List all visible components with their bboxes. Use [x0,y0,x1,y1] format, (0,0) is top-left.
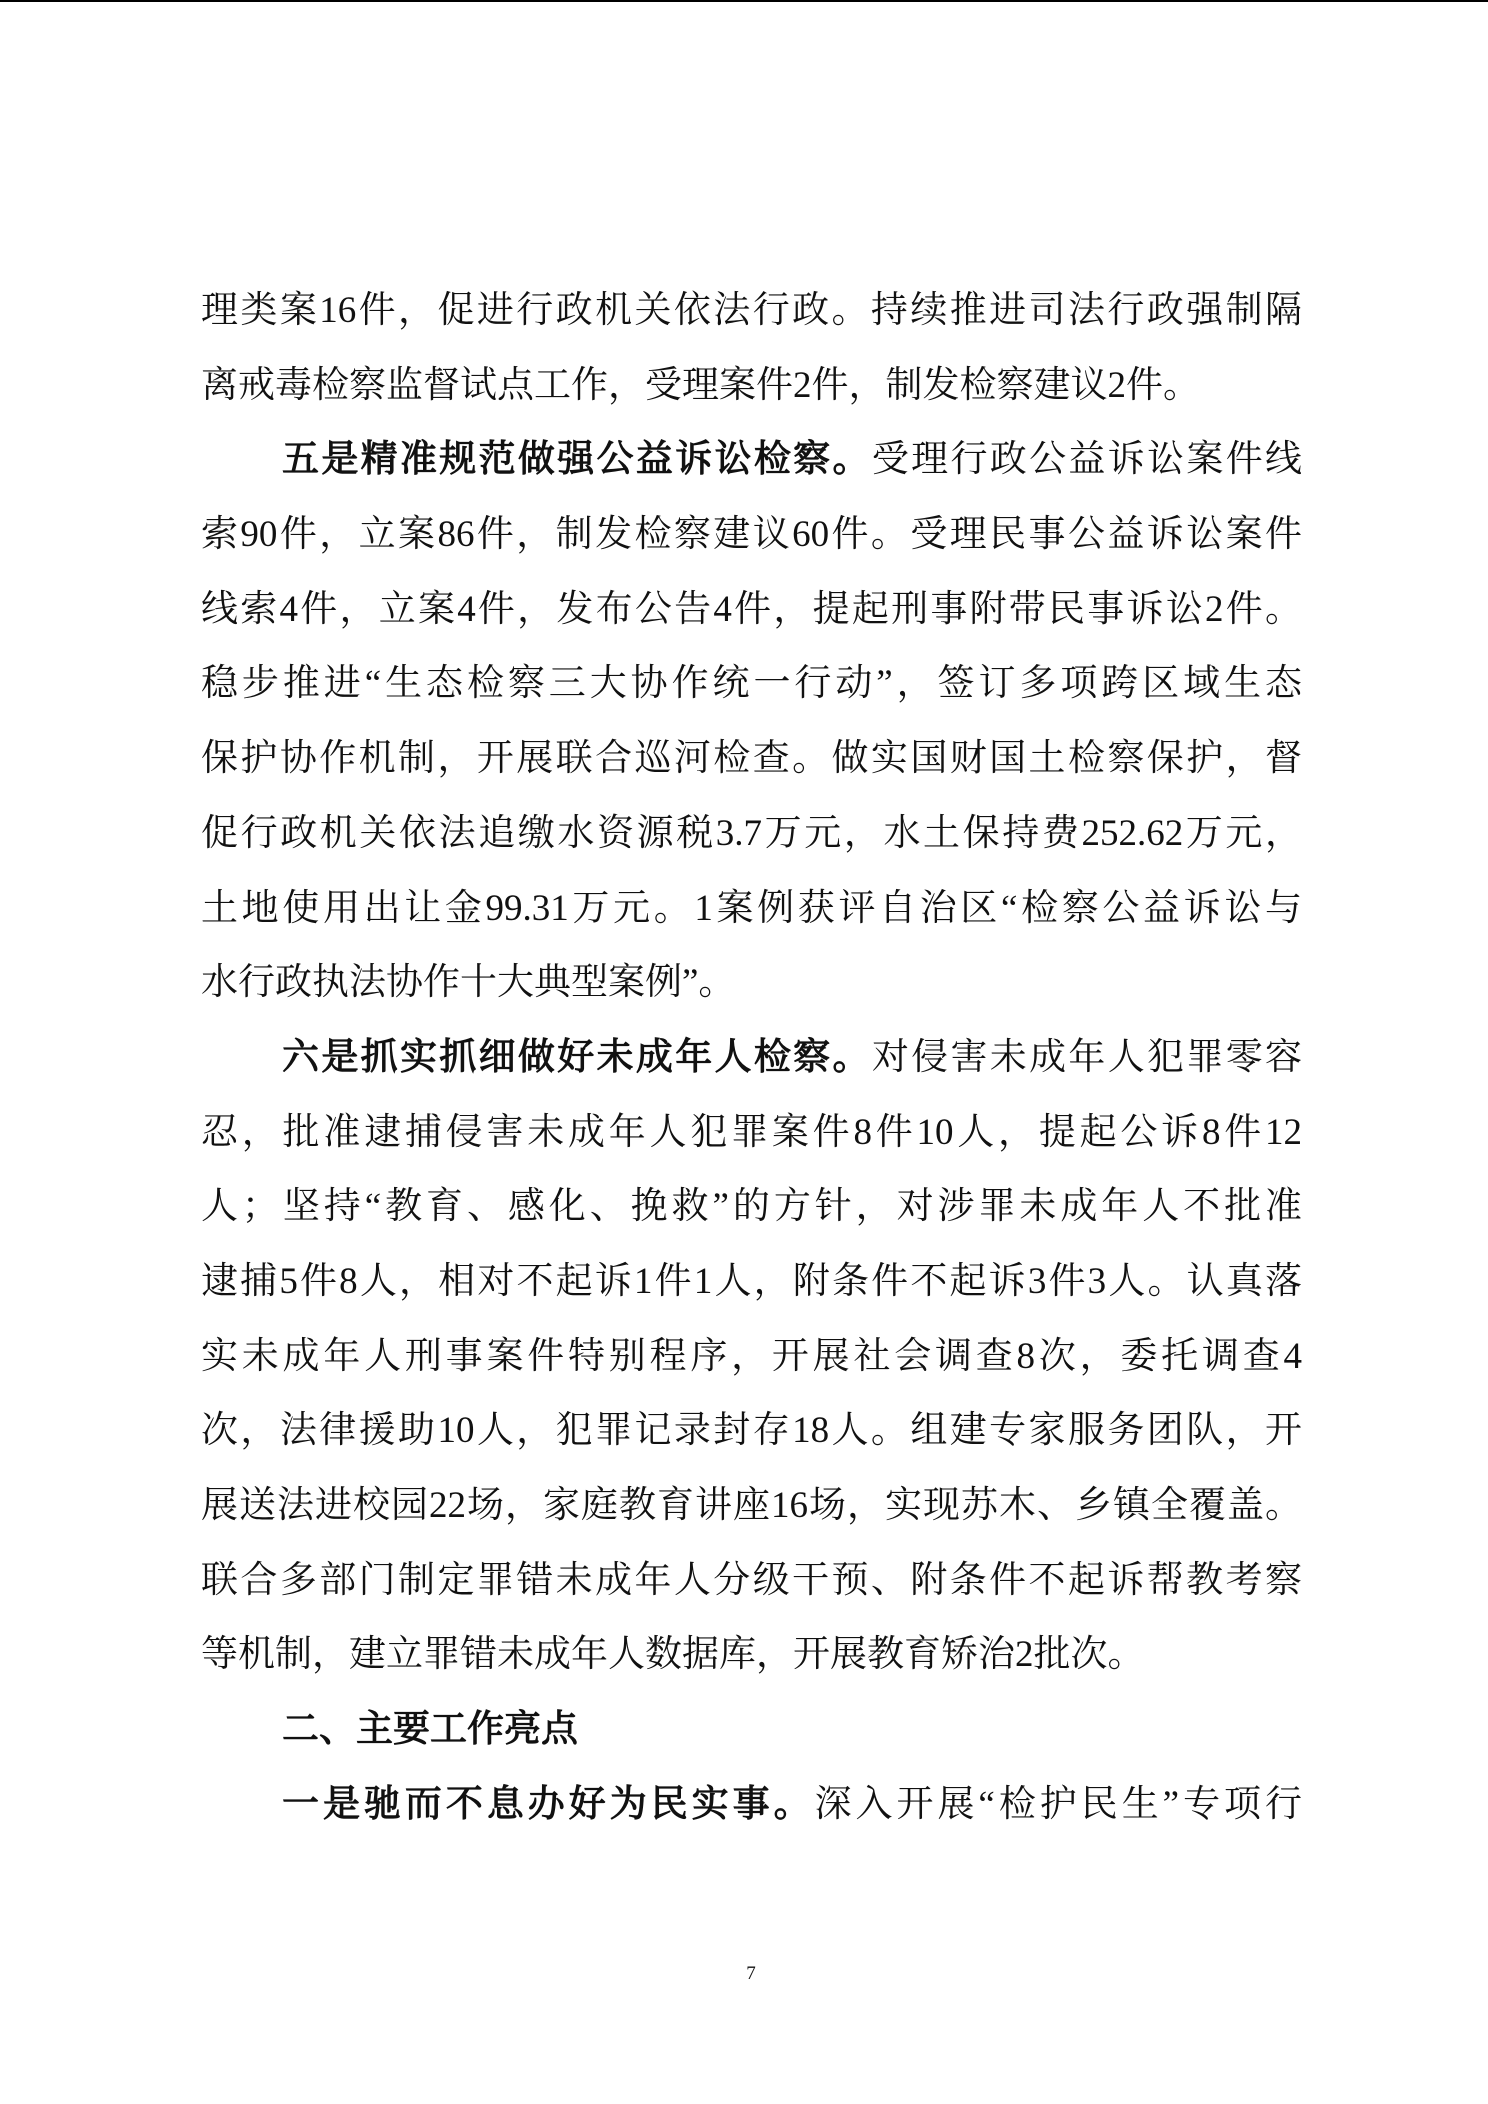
text-line [201,1096,1302,1171]
text-line [201,946,1302,1021]
line-text: 等机制，建立罪错未成年人数据库，开展教育矫治2批次。 [201,1634,1145,1676]
section-heading-text: 二、主要工作亮点 [282,1709,578,1751]
paragraph-first-line [201,423,1302,498]
line-text: 逮捕5件8人，相对不起诉1件1人，附条件不起诉3件3人。认真落 [201,1260,1302,1302]
text-line [201,797,1302,872]
text-line [201,1170,1302,1245]
text-line [201,647,1302,722]
body-text [201,274,1302,1842]
line-text: 受理行政公益诉讼案件线 [871,439,1302,481]
line-text: 对侵害未成年人犯罪零容 [871,1036,1302,1078]
text-line [201,1320,1302,1395]
line-text: 人；坚持“教育、感化、挽救”的方针，对涉罪未成年人不批准 [201,1186,1302,1228]
line-text: 忍，批准逮捕侵害未成年人犯罪案件8件10人，提起公诉8件12 [201,1111,1302,1153]
paragraph-first-line [201,1021,1302,1096]
line-text: 次，法律援助10人，犯罪记录封存18人。组建专家服务团队，开 [201,1410,1302,1452]
text-line [201,1245,1302,1320]
text-line [201,573,1302,648]
line-text: 索90件，立案86件，制发检察建议60件。受理民事公益诉讼案件 [201,514,1302,556]
line-text: 土地使用出让金99.31万元。1案例获评自治区“检察公益诉讼与 [201,887,1302,929]
text-line [201,274,1302,349]
paragraph-lead: 一是驰而不息办好为民实事。 [282,1783,815,1825]
line-text: 联合多部门制定罪错未成年人分级干预、附条件不起诉帮教考察 [201,1559,1302,1601]
text-line [201,722,1302,797]
text-line [201,1618,1302,1693]
line-text: 水行政执法协作十大典型案例”。 [201,962,736,1004]
line-text: 离戒毒检察监督试点工作，受理案件2件，制发检察建议2件。 [201,364,1200,406]
line-text: 理类案16件，促进行政机关依法行政。持续推进司法行政强制隔 [201,290,1302,331]
section-heading [201,1693,1302,1768]
text-line [201,498,1302,573]
paragraph-lead: 六是抓实抓细做好未成年人检察。 [282,1036,872,1078]
paragraph-lead: 五是精准规范做强公益诉讼检察。 [282,439,872,481]
paragraph-first-line [201,1768,1302,1843]
text-line [201,1394,1302,1469]
line-text: 稳步推进“生态检察三大协作统一行动”，签订多项跨区域生态 [201,663,1302,705]
text-line [201,1469,1302,1544]
line-text: 线索4件，立案4件，发布公告4件，提起刑事附带民事诉讼2件。 [201,588,1302,630]
line-text: 促行政机关依法追缴水资源税3.7万元，水土保持费252.62万元， [201,812,1302,854]
text-line [201,872,1302,947]
text-line [201,349,1302,424]
line-text: 展送法进校园22场，家庭教育讲座16场，实现苏木、乡镇全覆盖。 [201,1485,1302,1526]
line-text: 保护协作机制，开展联合巡河检查。做实国财国土检察保护，督 [201,738,1302,780]
page-number: 7 [746,1963,756,1984]
line-text: 实未成年人刑事案件特别程序，开展社会调查8次，委托调查4 [201,1335,1302,1377]
line-text: 深入开展“检护民生”专项行 [814,1783,1302,1825]
text-line [201,1544,1302,1619]
